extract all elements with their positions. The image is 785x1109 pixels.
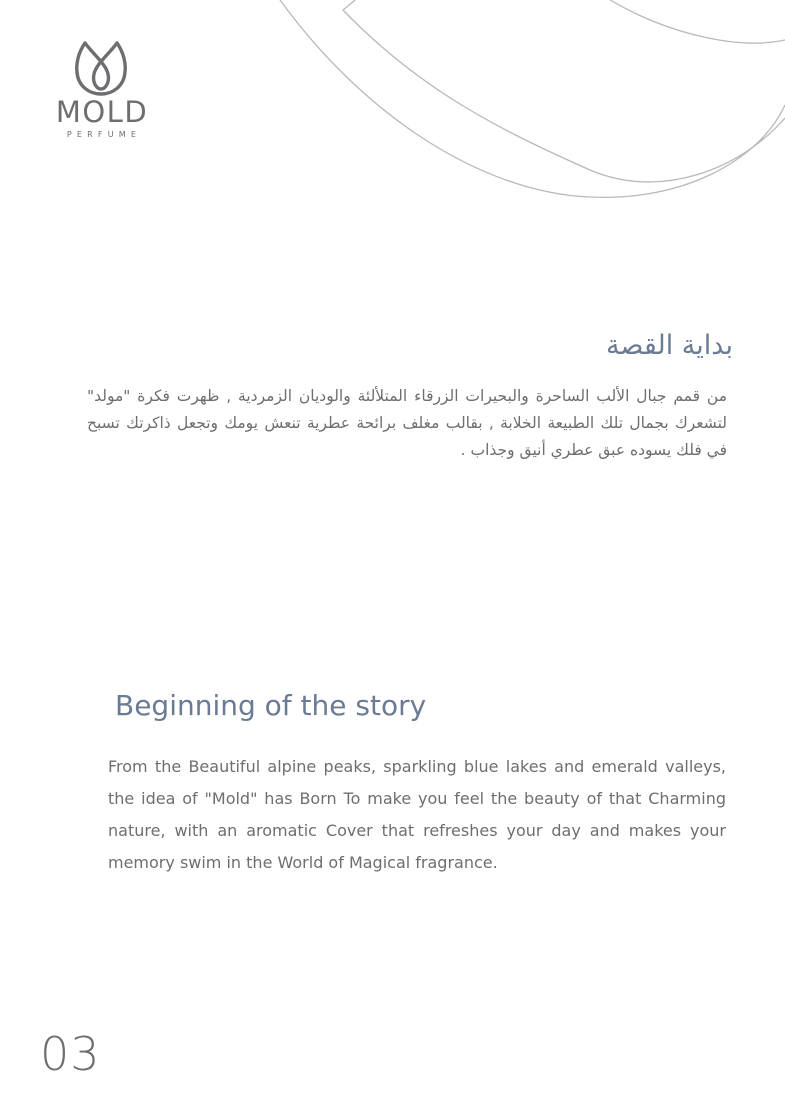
drop-outline bbox=[77, 43, 125, 94]
brand-logo bbox=[48, 40, 156, 144]
drop-loop-icon bbox=[75, 40, 127, 96]
english-heading: Beginning of the story bbox=[115, 689, 427, 722]
arabic-heading: بداية القصة bbox=[605, 330, 733, 361]
arabic-paragraph: من قمم جبال الألب الساحرة والبحيرات الزرقاء المتلألئة والوديان الزمردية , ظهرت فكرة "مولد" لتشعرك بجمال تلك الطبيعة الخلابة , بقالب مغلف برائحة عطرية تنعش يومك وتجعل ذاكرتك تسبح في فلك يسوده عبق عطري أنيق وجذاب . bbox=[87, 387, 727, 459]
english-paragraph: From the Beautiful alpine peaks, sparkling blue lakes and emerald valleys, the idea of "Mold" has Born To make you feel the beauty of that Charming nature, with an aromatic Cover that refreshes your day and makes your memory swim in the World of Magical fragrance. bbox=[108, 757, 726, 872]
inner-loop bbox=[85, 43, 117, 89]
page-number: 03 bbox=[40, 1027, 101, 1081]
brand-name: MOLD bbox=[55, 95, 149, 129]
curve-top-right bbox=[610, 0, 785, 43]
brand-tagline: PERFUME bbox=[66, 130, 142, 139]
curve-outer bbox=[280, 0, 785, 197]
curve-inner bbox=[343, 0, 785, 182]
